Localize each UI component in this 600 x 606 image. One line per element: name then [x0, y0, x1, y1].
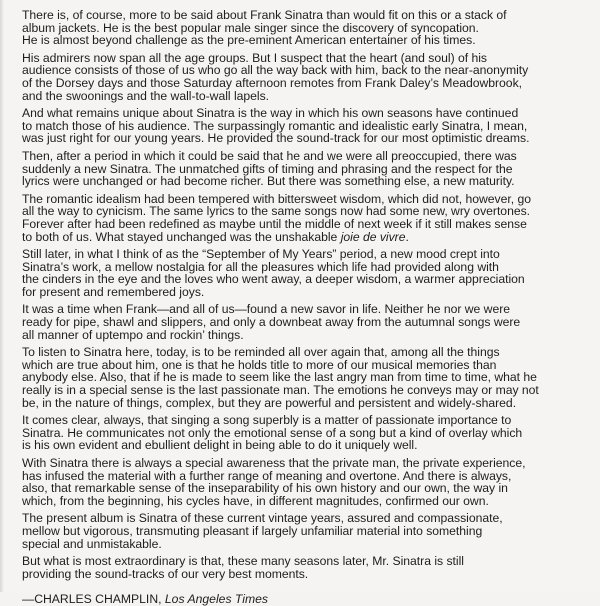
text-line — [22, 132, 587, 145]
scan-edge-shadow — [0, 0, 4, 592]
line-text: It was a time when Frank—and all of us—found a new savor in life. Neither he nor we were — [22, 302, 511, 317]
line-text: really is in a special sense is the last passionate man. The emotions he conveys may or may not — [22, 383, 539, 398]
italic-phrase: joie de vivre — [340, 229, 406, 244]
line-text: audience consists of those of us who go all the way back with him, back to the near-anonymity — [22, 63, 529, 78]
text-line — [22, 175, 587, 188]
line-text: to both of us. What stayed unchanged was the unshakable — [22, 229, 341, 244]
line-text: Sinatra’s work, a mellow nostalgia for all the pleasures which life had provided along with — [22, 259, 499, 274]
text-line — [22, 329, 587, 342]
text-line — [22, 90, 587, 103]
text-line — [22, 495, 587, 508]
text-line — [22, 568, 587, 581]
line-text: lyrics were unchanged or had become richer. But there was something else, a new maturity. — [22, 174, 515, 189]
line-text: which are true about him, one is that he holds title to more of our musical memories than — [22, 357, 497, 372]
line-text: and the swoonings and the wall-to-wall lapels. — [22, 88, 270, 103]
line-text: the cinders in the eye and the loves who went away, a deeper wisdom, a warmer appreciation — [22, 272, 525, 287]
line-text: suddenly a new Sinatra. The unmatched gifts of timing and phrasing and the respect for the — [22, 161, 513, 176]
essay-paragraph — [22, 248, 587, 298]
essay-paragraph — [22, 9, 587, 47]
line-text: And what remains unique about Sinatra is the way in which his own seasons have continued — [22, 106, 519, 121]
line-text: There is, of course, more to be said about Frank Sinatra than would fit on this or a stack of — [22, 8, 507, 22]
line-text: It comes clear, always, that singing a song superbly is a matter of passionate importance to — [22, 413, 512, 428]
essay-paragraph — [22, 193, 587, 243]
line-text: special and unmistakable. — [22, 536, 162, 551]
line-text: To listen to Sinatra here, today, is to be reminded all over again that, among all the things — [22, 345, 500, 360]
text-line — [22, 34, 587, 47]
essay-body — [22, 9, 587, 580]
text-line — [22, 231, 587, 244]
essay-paragraph — [22, 107, 587, 145]
text-line — [22, 397, 587, 410]
line-text: His admirers now span all the age groups. But I suspect that the heart (and soul) of his — [22, 50, 488, 65]
line-text: Then, after a period in which it could be said that he and we were all preoccupied, there was — [22, 148, 517, 163]
line-text: The romantic idealism had been tempered with bittersweet wisdom, which did not, however, go — [22, 191, 531, 206]
essay-paragraph — [22, 303, 587, 341]
essay-paragraph — [22, 512, 587, 550]
line-text: Forever after had been redefined as maybe until the middle of next week if it still makes sense — [22, 216, 527, 231]
line-text: be, in the nature of things, complex, but they are powerful and persistent and widely-shared. — [22, 395, 517, 410]
line-text: for present and remembered joys. — [22, 284, 205, 299]
text-line — [22, 538, 587, 551]
line-text: The present album is Sinatra of these current vintage years, assured and compassionate, — [22, 511, 503, 526]
line-text: With Sinatra there is always a special awareness that the private man, the private experience, — [22, 456, 526, 470]
line-text: providing the sound-tracks of our very best moments. — [22, 566, 309, 581]
line-text: to match those of his audience. The surpassingly romantic and idealistic early Sinatra, I mean, — [22, 118, 528, 133]
line-text: which, from the beginning, his cycles have, in different magnitudes, confirmed our own. — [22, 493, 489, 508]
line-text: all manner of uptempo and rockin’ things. — [22, 327, 244, 342]
byline — [22, 593, 587, 606]
line-text: Sinatra. He communicates not only the emotional sense of a song but a kind of overlay which — [22, 425, 523, 440]
byline-author: —CHARLES CHAMPLIN, — [22, 592, 165, 606]
line-text: But what is most extraordinary is that, these many seasons later, Mr. Sinatra is still — [22, 554, 464, 569]
line-text: mellow but vigorous, transmuting pleasant if largely unfamiliar material into something — [22, 523, 483, 538]
line-text: anybody else. Also, that if he is made to seem like the last angry man from time to time, what he — [22, 370, 537, 385]
sentence-end: . — [405, 229, 409, 244]
essay-paragraph — [22, 457, 587, 507]
line-text: ready for pipe, shawl and slippers, and only a downbeat away from the autumnal songs were — [22, 315, 521, 330]
essay-paragraph — [22, 555, 587, 580]
line-text: of the Dorsey days and those Saturday afternoon remotes from Frank Daley’s Meadowbrook, — [22, 75, 523, 90]
essay-paragraph — [22, 52, 587, 102]
text-line — [22, 439, 587, 452]
line-text: all the way to cynicism. The same lyrics to the same songs now had some new, wry overtones. — [22, 204, 531, 219]
byline-publication: Los Angeles Times — [164, 592, 268, 606]
line-text: was just right for our young years. He provided the sound-track for our most optimistic dreams. — [22, 131, 530, 146]
line-text: has infused the material with a further range of meaning and overtone. And there is always, — [22, 468, 512, 483]
essay-paragraph — [22, 150, 587, 188]
line-text: He is almost beyond challenge as the pre-eminent American entertainer of his times. — [22, 33, 476, 48]
line-text: also, that remarkable sense of the inseparability of his own history and our own, the way in — [22, 481, 508, 496]
line-text: is his own evident and ebullient delight in being able to do it uniquely well. — [22, 438, 418, 453]
text-line — [22, 286, 587, 299]
essay-paragraph — [22, 414, 587, 452]
line-text: Still later, in what I think of as the “September of My Years” period, a new mood crept into — [22, 247, 500, 262]
line-text: album jackets. He is the best popular male singer since the discovery of syncopation. — [22, 20, 479, 35]
essay-paragraph — [22, 346, 587, 409]
